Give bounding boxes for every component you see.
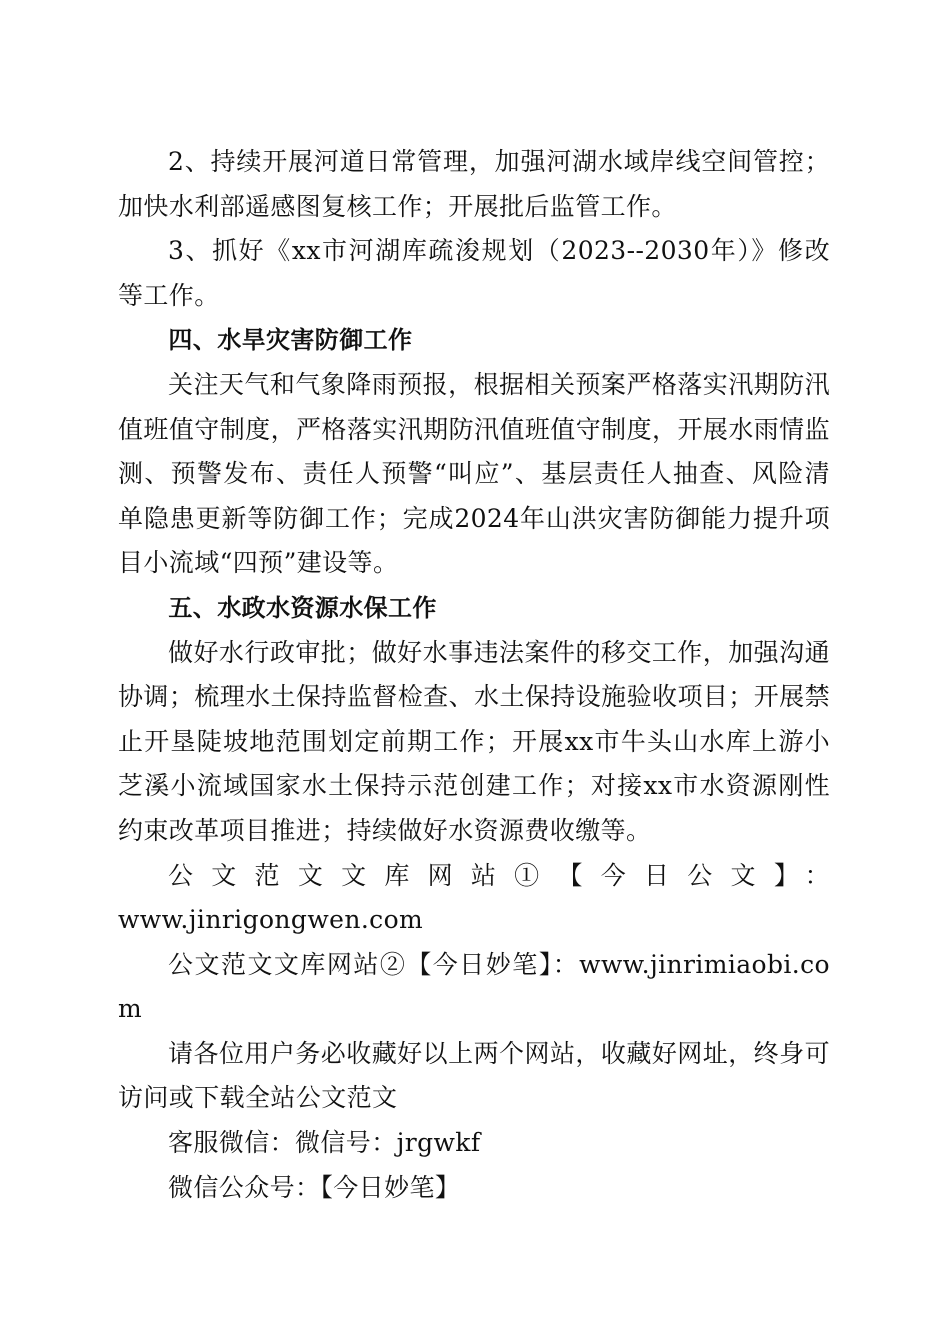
- item-2: 2、持续开展河道日常管理，加强河湖水域岸线空间管控；加快水利部遥感图复核工作；开展批后监管工作。: [118, 147, 830, 221]
- bookmark-notice: 请各位用户务必收藏好以上两个网站，收藏好网址，终身可访问或下载全站公文范文: [118, 1038, 830, 1113]
- item-3: 3、抓好《xx市河湖库疏浚规划（2023--2030年）》修改等工作。: [118, 236, 830, 310]
- document-page: [118, 140, 830, 1210]
- section-body-water-administration: 做好水行政审批；做好水事违法案件的移交工作，加强沟通协调；梳理水土保持监督检查、水土保持设施验收项目；开展禁止开垦陡坡地范围划定前期工作；开展xx市牛头山水库上游小芝溪小流域国家水土保持示范创建工作；对接xx市水资源刚性约束改革项目推进；持续做好水资源费收缴等。: [118, 637, 830, 845]
- section-body-disaster-prevention: 关注天气和气象降雨预报，根据相关预案严格落实汛期防汛值班值守制度，严格落实汛期防汛值班值守制度，开展水雨情监测、预警发布、责任人预警“叫应”、基层责任人抽查、风险清单隐患更新等防御工作；完成2024年山洪灾害防御能力提升项目小流域“四预”建设等。: [118, 369, 830, 578]
- section-heading-water-administration: 五、水政水资源水保工作: [168, 593, 437, 622]
- site1-url[interactable]: www.jinrigongwen.com: [118, 905, 424, 935]
- site2-line: 公文范文文库网站②【今日妙笔】：www.jinrimiaobi.com: [118, 949, 830, 1024]
- site1-label: 公文范文文库网站①【今日公文】：: [168, 860, 830, 890]
- official-account: 微信公众号：【今日妙笔】: [168, 1172, 461, 1202]
- service-wechat: 客服微信：微信号：jrgwkf: [168, 1128, 481, 1158]
- section-heading-disaster-prevention: 四、水旱灾害防御工作: [168, 326, 413, 355]
